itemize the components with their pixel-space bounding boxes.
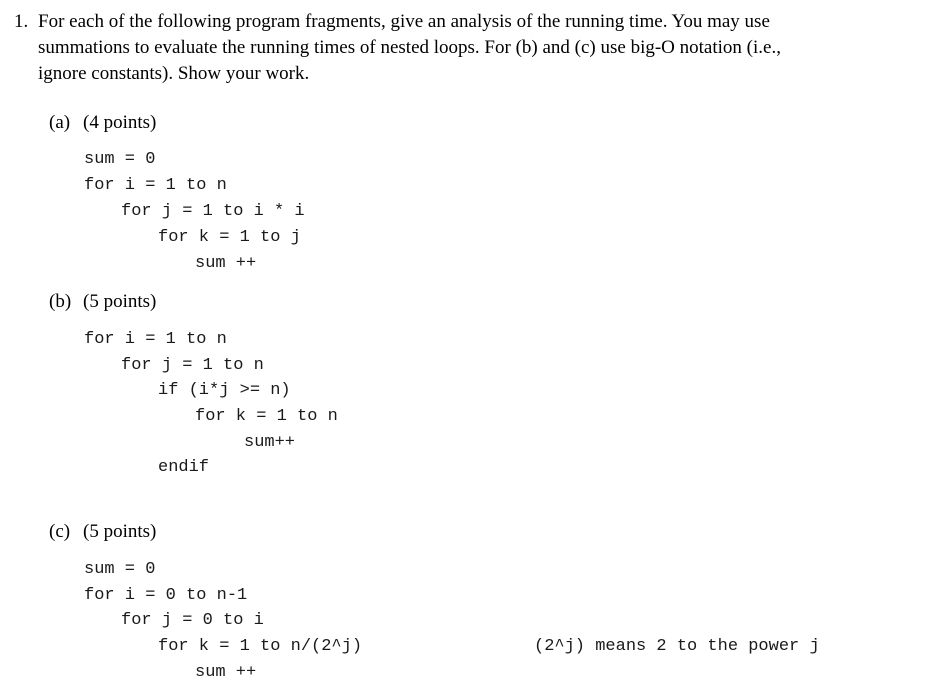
part-c-heading	[49, 521, 156, 543]
code-line: endif	[158, 458, 210, 477]
code-line: for i = 1 to n	[84, 176, 227, 195]
question-number: 1.	[14, 11, 29, 32]
code-line: for k = 1 to n/(2^j)	[158, 637, 363, 656]
part-a-heading	[49, 112, 156, 134]
code-line: sum = 0	[84, 150, 156, 169]
part-c-letter: (c)	[49, 521, 71, 542]
code-line: for j = 1 to i * i	[121, 202, 305, 221]
code-line: for j = 1 to n	[121, 356, 264, 375]
code-line: for i = 1 to n	[84, 330, 227, 349]
part-a-letter: (a)	[49, 112, 71, 133]
code-line: if (i*j >= n)	[158, 381, 291, 400]
part-a-points: (4 points)	[83, 112, 157, 133]
code-line: sum = 0	[84, 560, 156, 579]
code-line: sum++	[244, 433, 296, 452]
intro-line-1: For each of the following program fragments, give an analysis of the running time. You may use	[38, 11, 770, 32]
part-b-letter: (b)	[49, 291, 72, 312]
code-line: for j = 0 to i	[121, 611, 264, 630]
intro-line-3: ignore constants). Show your work.	[38, 63, 310, 84]
part-b-heading	[49, 291, 156, 313]
power-note: (2^j) means 2 to the power j	[534, 637, 820, 656]
code-line: for k = 1 to n	[195, 407, 338, 426]
intro-line-2: summations to evaluate the running times of nested loops. For (b) and (c) use big-O notation (i.e.,	[38, 37, 781, 58]
code-line: sum ++	[195, 254, 257, 273]
code-line: for i = 0 to n-1	[84, 586, 248, 605]
part-c-points: (5 points)	[83, 521, 157, 542]
code-line: sum ++	[195, 663, 257, 682]
code-line: for k = 1 to j	[158, 228, 301, 247]
part-b-points: (5 points)	[83, 291, 157, 312]
